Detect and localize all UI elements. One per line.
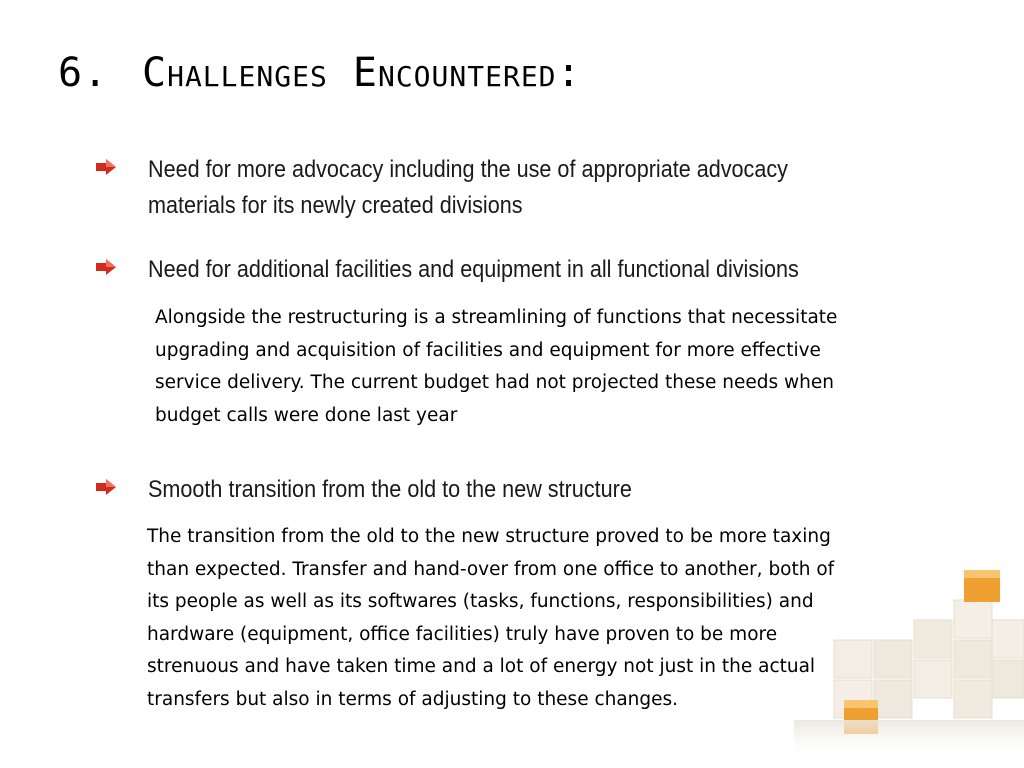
bullet-line: Need for more advocacy including the use of appropriate advocacy [148,156,788,183]
title-text: Challenges Encountered: [142,50,582,96]
bullet-text [148,252,799,288]
detail-line: transfers but also in terms of adjusting to these changes. [147,688,679,710]
bullet-text [148,472,632,508]
detail-line: upgrading and acquisition of facilities and equipment for more effective [155,339,821,361]
bullet-line: Smooth transition from the old to the new structure [148,476,632,503]
bullet-item-transition [96,472,686,508]
transition-detail [147,521,834,716]
red-arrow-icon [96,479,118,495]
bullet-item-facilities [96,252,871,288]
detail-line: than expected. Transfer and hand-over from one office to another, both of [147,558,835,580]
slide-title [58,50,582,96]
bullet-text [148,152,788,224]
facilities-detail [155,302,837,432]
bullet-item-advocacy [96,152,859,224]
red-arrow-icon [96,159,118,175]
bullet-line: materials for its newly created divisions [148,192,523,219]
bullet-line: Need for additional facilities and equipment in all functional divisions [148,256,799,283]
detail-line: budget calls were done last year [155,404,458,426]
detail-line: its people as well as its softwares (tasks, functions, responsibilities) and [147,591,814,612]
title-number: 6. [58,50,109,96]
detail-line: hardware (equipment, office facilities) truly have proven to be more [147,623,778,645]
red-arrow-icon [96,259,118,275]
detail-line: Alongside the restructuring is a streamlining of functions that necessitate [155,307,838,328]
detail-line: strenuous and have taken time and a lot of energy not just in the actual [147,656,816,677]
detail-line: The transition from the old to the new structure proved to be more taxing [147,526,831,547]
detail-line: service delivery. The current budget had not projected these needs when [155,372,834,393]
